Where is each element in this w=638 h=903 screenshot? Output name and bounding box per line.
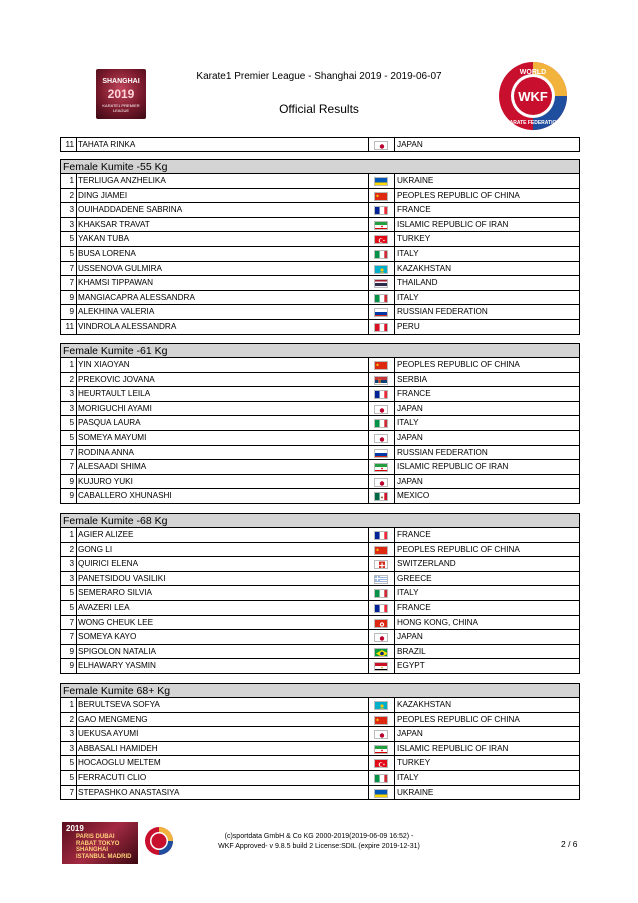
footer-copyright xyxy=(0,832,638,852)
athlete-name: TAHATA RINKA xyxy=(78,140,136,149)
table-row xyxy=(60,645,580,660)
results-section xyxy=(60,159,580,335)
athlete-name: MORIGUCHI AYAMI xyxy=(78,403,152,413)
athlete-name: FERRACUTI CLIO xyxy=(78,772,147,782)
rank: 5 xyxy=(69,432,74,442)
flag-icon xyxy=(374,662,388,671)
athlete-name: SPIGOLON NATALIA xyxy=(78,646,156,656)
wkf-logo xyxy=(497,60,569,132)
rank: 5 xyxy=(69,234,74,244)
table-row xyxy=(60,174,580,189)
rank: 7 xyxy=(69,632,74,642)
flag-icon xyxy=(374,701,388,710)
rank: 9 xyxy=(69,661,74,671)
rank: 11 xyxy=(65,140,74,149)
athlete-name: PASQUA LAURA xyxy=(78,418,141,428)
footer-line-2: WKF Approved- v 9.8.5 build 2 License:SDIL (expire 2019-12-31) xyxy=(218,843,420,850)
table-row xyxy=(60,320,580,335)
table-row xyxy=(60,601,580,616)
flag-icon xyxy=(374,449,388,458)
flag-icon xyxy=(374,575,388,584)
country-name: EGYPT xyxy=(397,661,425,671)
table-row xyxy=(60,460,580,475)
continuation-table xyxy=(60,137,580,152)
table-row xyxy=(60,387,580,402)
rank: 1 xyxy=(69,530,74,539)
section-title: Female Kumite 68+ Kg xyxy=(60,683,580,698)
flag-icon xyxy=(374,376,388,385)
table-row xyxy=(60,771,580,786)
table-row xyxy=(60,557,580,572)
table-row xyxy=(60,402,580,417)
athlete-name: GONG LI xyxy=(78,544,113,554)
rank: 2 xyxy=(69,190,74,200)
rank: 3 xyxy=(69,743,74,753)
rank: 5 xyxy=(69,248,74,258)
country-name: SERBIA xyxy=(397,374,428,384)
flag-icon xyxy=(374,774,388,783)
athlete-name: GAO MENGMENG xyxy=(78,714,148,724)
country-name: KAZAKHSTAN xyxy=(397,263,451,273)
country-name: ISLAMIC REPUBLIC OF IRAN xyxy=(397,743,509,753)
table-row xyxy=(60,446,580,461)
rank: 7 xyxy=(69,447,74,457)
flag-icon xyxy=(374,177,388,186)
country-name: ITALY xyxy=(397,588,419,598)
country-name: ITALY xyxy=(397,772,419,782)
flag-icon xyxy=(374,478,388,487)
flag-icon xyxy=(374,141,388,150)
country-name: PEOPLES REPUBLIC OF CHINA xyxy=(397,714,520,724)
series-logo: 2019 PARIS DUBAI RABAT TOKYO SHANGHAI ISTANBUL MADRID xyxy=(62,822,138,864)
page-number: 2 / 6 xyxy=(561,839,578,849)
flag-icon xyxy=(374,633,388,642)
country-name: JAPAN xyxy=(397,403,423,413)
athlete-name: DING JIAMEI xyxy=(78,190,128,200)
rank: 9 xyxy=(69,646,74,656)
athlete-name: YAKAN TUBA xyxy=(78,234,130,244)
country-name: FRANCE xyxy=(397,530,431,539)
section-title: Female Kumite -61 Kg xyxy=(60,343,580,358)
athlete-name: ELHAWARY YASMIN xyxy=(78,661,156,671)
athlete-name: SOMEYA KAYO xyxy=(78,632,137,642)
table-row xyxy=(60,489,580,504)
athlete-name: AGIER ALIZEE xyxy=(78,530,134,539)
athlete-name: TERLIUGA ANZHELIKA xyxy=(78,176,166,185)
wkf-logo-name: KARATE FEDERATION xyxy=(506,120,560,126)
country-name: HONG KONG, CHINA xyxy=(397,617,478,627)
country-name: JAPAN xyxy=(397,729,423,739)
country-name: ISLAMIC REPUBLIC OF IRAN xyxy=(397,219,509,229)
country-name: ITALY xyxy=(397,292,419,302)
flag-icon xyxy=(374,648,388,657)
athlete-name: SEMERARO SILVIA xyxy=(78,588,153,598)
country-name: JAPAN xyxy=(397,140,423,149)
flag-icon xyxy=(374,250,388,259)
athlete-name: RODINA ANNA xyxy=(78,447,134,457)
table-row xyxy=(60,137,580,152)
athlete-name: HOCAOGLU MELTEM xyxy=(78,758,161,768)
country-name: KAZAKHSTAN xyxy=(397,700,451,709)
rank: 9 xyxy=(69,292,74,302)
flag-icon xyxy=(374,221,388,230)
rank: 5 xyxy=(69,772,74,782)
flag-icon xyxy=(374,390,388,399)
athlete-name: YIN XIAOYAN xyxy=(78,360,130,369)
rank: 9 xyxy=(69,307,74,317)
flag-icon xyxy=(374,759,388,768)
table-row xyxy=(60,203,580,218)
athlete-name: STEPASHKO ANASTASIYA xyxy=(78,787,180,797)
table-row xyxy=(60,786,580,801)
rank: 1 xyxy=(69,176,74,185)
table-row xyxy=(60,416,580,431)
table-row xyxy=(60,586,580,601)
athlete-name: OUIHADDADENE SABRINA xyxy=(78,205,183,215)
wkf-logo-word: WORLD xyxy=(519,69,547,76)
flag-icon xyxy=(374,235,388,244)
flag-icon xyxy=(374,265,388,274)
document-title: Karate1 Premier League - Shanghai 2019 - 2019-06-07 xyxy=(196,71,442,82)
country-name: FRANCE xyxy=(397,389,431,399)
rank: 3 xyxy=(69,559,74,569)
rank: 3 xyxy=(69,729,74,739)
athlete-name: CABALLERO XHUNASHI xyxy=(78,491,172,501)
rank: 9 xyxy=(69,491,74,501)
rank: 1 xyxy=(69,360,74,369)
country-name: MEXICO xyxy=(397,491,430,501)
table-row xyxy=(60,232,580,247)
athlete-name: USSENOVA GULMIRA xyxy=(78,263,163,273)
rank: 3 xyxy=(69,219,74,229)
table-row xyxy=(60,358,580,373)
country-name: SWITZERLAND xyxy=(397,559,456,569)
flag-icon xyxy=(374,546,388,555)
rank: 2 xyxy=(69,374,74,384)
country-name: ITALY xyxy=(397,248,419,258)
rank: 3 xyxy=(69,205,74,215)
country-name: PEOPLES REPUBLIC OF CHINA xyxy=(397,544,520,554)
country-name: TURKEY xyxy=(397,758,431,768)
rank: 5 xyxy=(69,418,74,428)
flag-icon xyxy=(374,323,388,332)
flag-icon xyxy=(374,619,388,628)
country-name: RUSSIAN FEDERATION xyxy=(397,307,488,317)
table-row xyxy=(60,528,580,543)
rank: 2 xyxy=(69,544,74,554)
flag-icon xyxy=(374,716,388,725)
table-row xyxy=(60,630,580,645)
flag-icon xyxy=(374,604,388,613)
table-row xyxy=(60,431,580,446)
table-row xyxy=(60,742,580,757)
table-row xyxy=(60,475,580,490)
country-name: JAPAN xyxy=(397,632,423,642)
athlete-name: BUSA LORENA xyxy=(78,248,136,258)
rank: 1 xyxy=(69,700,74,709)
country-name: FRANCE xyxy=(397,602,431,612)
table-row xyxy=(60,713,580,728)
athlete-name: KUJURO YUKI xyxy=(78,476,133,486)
athlete-name: ALEKHINA VALERIA xyxy=(78,307,155,317)
table-row xyxy=(60,543,580,558)
section-title: Female Kumite -68 Kg xyxy=(60,513,580,528)
flag-icon xyxy=(374,589,388,598)
rank: 7 xyxy=(69,617,74,627)
athlete-name: KHAMSI TIPPAWAN xyxy=(78,278,154,288)
country-name: JAPAN xyxy=(397,432,423,442)
results-section xyxy=(60,343,580,504)
flag-icon xyxy=(374,279,388,288)
athlete-name: PANETSIDOU VASILIKI xyxy=(78,573,166,583)
athlete-name: SOMEYA MAYUMI xyxy=(78,432,147,442)
table-row xyxy=(60,616,580,631)
athlete-name: WONG CHEUK LEE xyxy=(78,617,154,627)
athlete-name: UEKUSA AYUMI xyxy=(78,729,139,739)
athlete-name: KHAKSAR TRAVAT xyxy=(78,219,150,229)
flag-icon xyxy=(374,405,388,414)
country-name: GREECE xyxy=(397,573,432,583)
athlete-name: MANGIACAPRA ALESSANDRA xyxy=(78,292,195,302)
rank: 9 xyxy=(69,476,74,486)
country-name: PERU xyxy=(397,321,420,331)
country-name: THAILAND xyxy=(397,278,438,288)
flag-icon xyxy=(374,560,388,569)
table-row xyxy=(60,276,580,291)
results-section xyxy=(60,513,580,674)
flag-icon xyxy=(374,192,388,201)
country-name: PEOPLES REPUBLIC OF CHINA xyxy=(397,190,520,200)
country-name: RUSSIAN FEDERATION xyxy=(397,447,488,457)
section-title: Female Kumite -55 Kg xyxy=(60,159,580,174)
table-row xyxy=(60,189,580,204)
rank: 3 xyxy=(69,403,74,413)
country-name: BRAZIL xyxy=(397,646,426,656)
table-row xyxy=(60,218,580,233)
country-name: UKRAINE xyxy=(397,787,434,797)
rank: 3 xyxy=(69,573,74,583)
rank: 5 xyxy=(69,588,74,598)
flag-icon xyxy=(374,745,388,754)
table-row xyxy=(60,291,580,306)
country-name: ITALY xyxy=(397,418,419,428)
flag-icon xyxy=(374,361,388,370)
rank: 5 xyxy=(69,758,74,768)
table-row xyxy=(60,262,580,277)
country-name: UKRAINE xyxy=(397,176,434,185)
rank: 7 xyxy=(69,787,74,797)
rank: 5 xyxy=(69,602,74,612)
athlete-name: ALESAADI SHIMA xyxy=(78,462,147,472)
wkf-logo-abbr: WKF xyxy=(518,89,548,104)
athlete-name: VINDROLA ALESSANDRA xyxy=(78,321,177,331)
document-subtitle: Official Results xyxy=(279,102,359,116)
country-name: PEOPLES REPUBLIC OF CHINA xyxy=(397,360,520,369)
rank: 7 xyxy=(69,263,74,273)
rank: 7 xyxy=(69,462,74,472)
footer-line-1: (c)sportdata GmbH & Co KG 2000-2019(2019-06-09 16:52) - xyxy=(224,833,414,840)
rank: 3 xyxy=(69,389,74,399)
table-row xyxy=(60,659,580,674)
country-name: ISLAMIC REPUBLIC OF IRAN xyxy=(397,462,509,472)
results-section xyxy=(60,683,580,800)
athlete-name: AVAZERI LEA xyxy=(78,602,130,612)
athlete-name: BERULTSEVA SOFYA xyxy=(78,700,160,709)
athlete-name: QUIRICI ELENA xyxy=(78,559,139,569)
rank: 2 xyxy=(69,714,74,724)
athlete-name: ABBASALI HAMIDEH xyxy=(78,743,158,753)
table-row xyxy=(60,727,580,742)
flag-icon xyxy=(374,531,388,540)
flag-icon xyxy=(374,730,388,739)
table-row xyxy=(60,572,580,587)
rank: 7 xyxy=(69,278,74,288)
athlete-name: HEURTAULT LEILA xyxy=(78,389,151,399)
table-row xyxy=(60,305,580,320)
flag-icon xyxy=(374,294,388,303)
athlete-name: PREKOVIC JOVANA xyxy=(78,374,155,384)
table-row xyxy=(60,373,580,388)
flag-icon xyxy=(374,308,388,317)
flag-icon xyxy=(374,419,388,428)
table-row xyxy=(60,698,580,713)
flag-icon xyxy=(374,206,388,215)
table-row xyxy=(60,247,580,262)
rank: 11 xyxy=(65,321,74,331)
flag-icon xyxy=(374,434,388,443)
country-name: TURKEY xyxy=(397,234,431,244)
flag-icon xyxy=(374,492,388,501)
table-row xyxy=(60,756,580,771)
flag-icon xyxy=(374,463,388,472)
country-name: JAPAN xyxy=(397,476,423,486)
event-logo: SHANGHAI 2019 KARATE1 PREMIER LEAGUE xyxy=(96,69,146,119)
country-name: FRANCE xyxy=(397,205,431,215)
flag-icon xyxy=(374,789,388,798)
